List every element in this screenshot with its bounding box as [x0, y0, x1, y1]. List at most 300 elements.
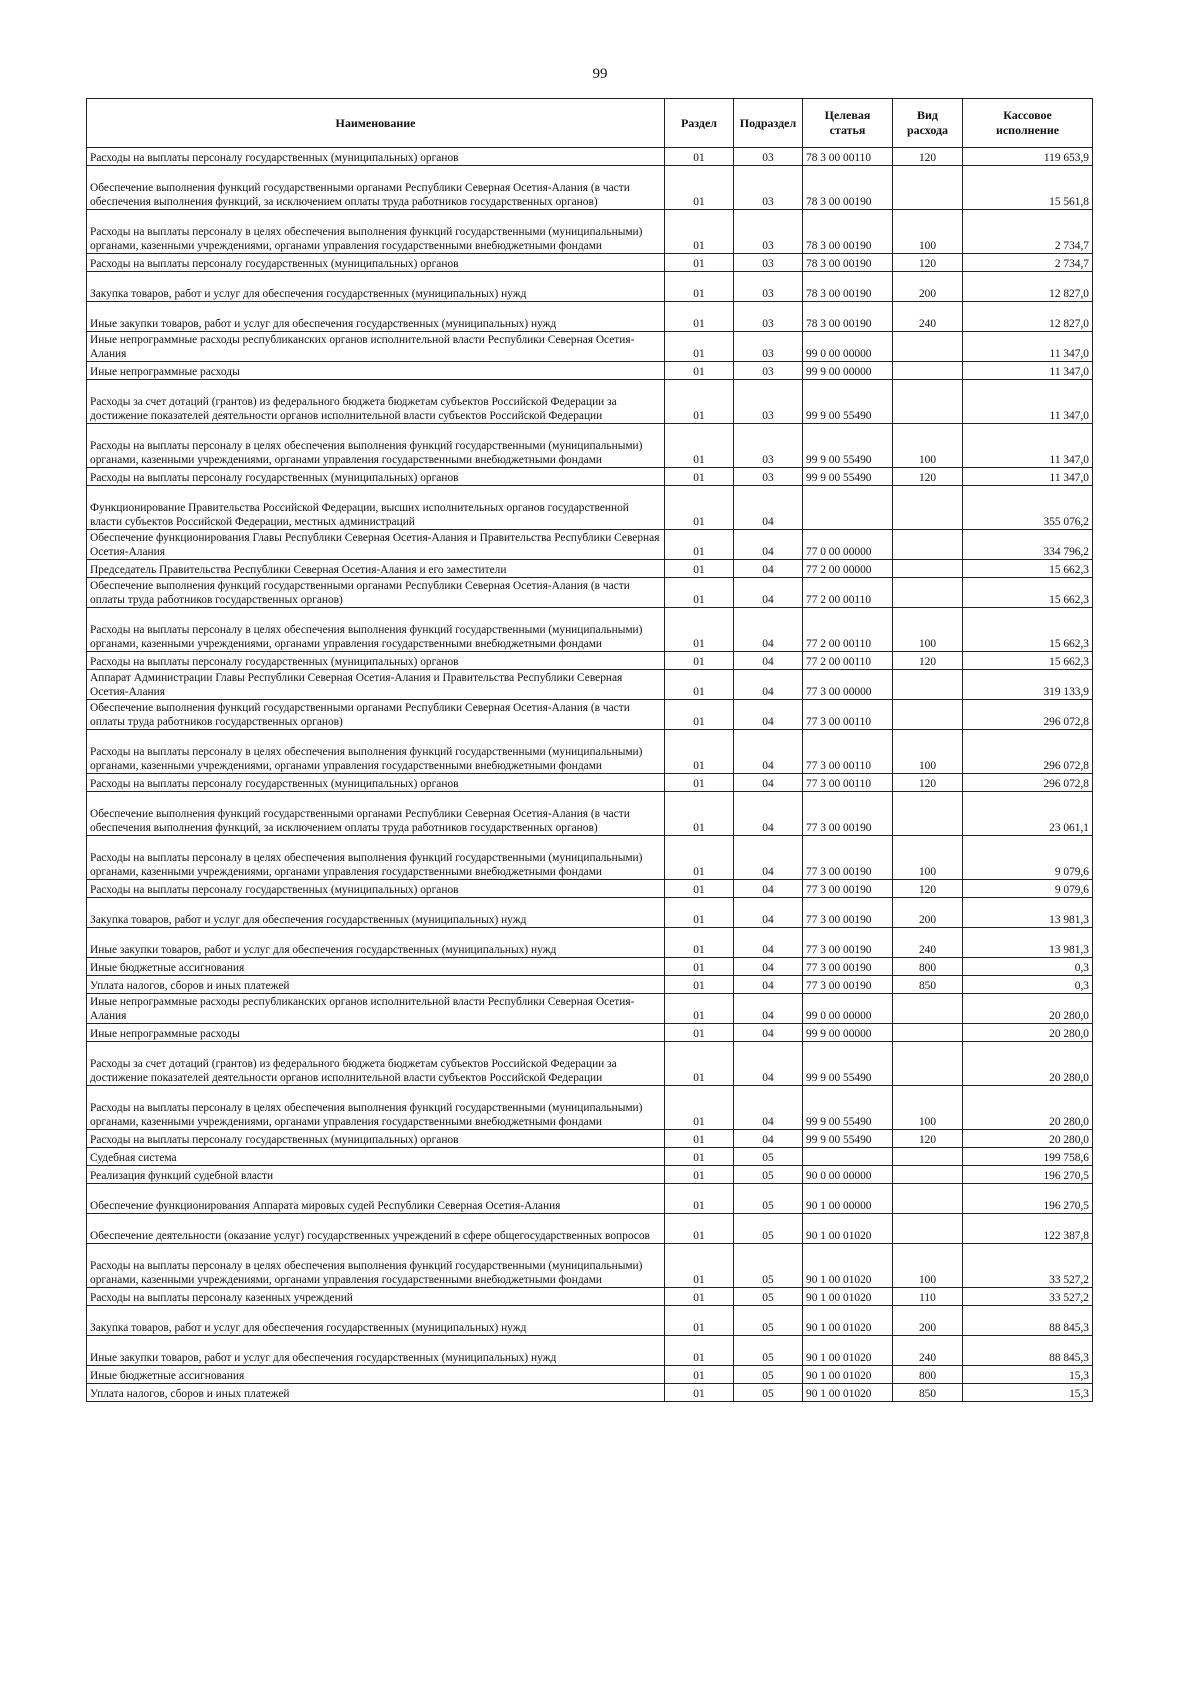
- row-expense-type: 100: [893, 730, 963, 774]
- row-razdel: 01: [665, 1166, 734, 1184]
- row-expense-type: 120: [893, 652, 963, 670]
- row-expense-type: 100: [893, 210, 963, 254]
- table-body: [87, 148, 1093, 1402]
- row-expense-type: 200: [893, 272, 963, 302]
- header-vid-line1: Вид: [917, 108, 938, 122]
- row-cash-execution: 196 270,5: [963, 1184, 1093, 1214]
- row-name: Расходы на выплаты персоналу в целях обеспечения выполнения функций государственными (муниципальными) органами, казенными учреждениями, органами управления государственными внебюджетными фондами: [87, 730, 665, 774]
- header-sum-line2: исполнение: [995, 123, 1060, 137]
- row-razdel: 01: [665, 254, 734, 272]
- row-cash-execution: 355 076,2: [963, 486, 1093, 530]
- row-razdel: 01: [665, 380, 734, 424]
- row-cash-execution: 13 981,3: [963, 928, 1093, 958]
- header-razdel: Раздел: [665, 99, 734, 148]
- row-cash-execution: 15,3: [963, 1384, 1093, 1402]
- row-podrazdel: 05: [734, 1166, 803, 1184]
- row-expense-type: 200: [893, 1306, 963, 1336]
- row-target-article: 78 3 00 00190: [803, 166, 893, 210]
- table-row: [87, 332, 1093, 362]
- row-cash-execution: 9 079,6: [963, 836, 1093, 880]
- row-podrazdel: 04: [734, 1042, 803, 1086]
- row-cash-execution: 334 796,2: [963, 530, 1093, 560]
- budget-table: [86, 98, 1093, 1402]
- table-row: [87, 1244, 1093, 1288]
- row-podrazdel: 03: [734, 362, 803, 380]
- row-expense-type: [893, 1214, 963, 1244]
- row-razdel: 01: [665, 1214, 734, 1244]
- row-expense-type: 240: [893, 302, 963, 332]
- header-target-line2: статья: [829, 123, 866, 137]
- row-podrazdel: 04: [734, 670, 803, 700]
- row-razdel: 01: [665, 1306, 734, 1336]
- row-razdel: 01: [665, 166, 734, 210]
- row-name: Обеспечение деятельности (оказание услуг) государственных учреждений в сфере общегосударственных вопросов: [87, 1214, 665, 1244]
- row-razdel: 01: [665, 210, 734, 254]
- row-target-article: 78 3 00 00110: [803, 148, 893, 166]
- row-name: Расходы на выплаты персоналу государственных (муниципальных) органов: [87, 148, 665, 166]
- table-row: [87, 362, 1093, 380]
- table-row: [87, 210, 1093, 254]
- row-podrazdel: 03: [734, 166, 803, 210]
- table-row: [87, 1366, 1093, 1384]
- row-target-article: 77 2 00 00110: [803, 608, 893, 652]
- row-podrazdel: 05: [734, 1384, 803, 1402]
- row-target-article: 77 3 00 00110: [803, 700, 893, 730]
- row-podrazdel: 03: [734, 254, 803, 272]
- row-cash-execution: 296 072,8: [963, 730, 1093, 774]
- row-podrazdel: 03: [734, 332, 803, 362]
- row-target-article: 77 3 00 00190: [803, 898, 893, 928]
- row-podrazdel: 04: [734, 530, 803, 560]
- row-expense-type: [893, 166, 963, 210]
- row-target-article: 77 0 00 00000: [803, 530, 893, 560]
- table-row: [87, 836, 1093, 880]
- row-name: Функционирование Правительства Российской Федерации, высших исполнительных органов государственной власти субъектов Российской Федерации, местных администраций: [87, 486, 665, 530]
- row-razdel: 01: [665, 362, 734, 380]
- row-name: Иные закупки товаров, работ и услуг для обеспечения государственных (муниципальных) нужд: [87, 928, 665, 958]
- row-name: Расходы на выплаты персоналу казенных учреждений: [87, 1288, 665, 1306]
- row-name: Расходы на выплаты персоналу в целях обеспечения выполнения функций государственными (муниципальными) органами, казенными учреждениями, органами управления государственными внебюджетными фондами: [87, 210, 665, 254]
- row-name: Расходы на выплаты персоналу государственных (муниципальных) органов: [87, 652, 665, 670]
- row-expense-type: 120: [893, 468, 963, 486]
- table-row: [87, 608, 1093, 652]
- table-row: [87, 1214, 1093, 1244]
- row-razdel: 01: [665, 958, 734, 976]
- row-podrazdel: 04: [734, 608, 803, 652]
- row-razdel: 01: [665, 670, 734, 700]
- table-row: [87, 486, 1093, 530]
- row-expense-type: [893, 1184, 963, 1214]
- row-name: Иные закупки товаров, работ и услуг для обеспечения государственных (муниципальных) нужд: [87, 1336, 665, 1366]
- row-cash-execution: 9 079,6: [963, 880, 1093, 898]
- row-razdel: 01: [665, 560, 734, 578]
- row-target-article: 99 9 00 55490: [803, 1042, 893, 1086]
- row-cash-execution: 319 133,9: [963, 670, 1093, 700]
- row-razdel: 01: [665, 1366, 734, 1384]
- row-cash-execution: 13 981,3: [963, 898, 1093, 928]
- row-target-article: 99 9 00 55490: [803, 424, 893, 468]
- row-razdel: 01: [665, 486, 734, 530]
- table-row: [87, 380, 1093, 424]
- row-name: Расходы на выплаты персоналу в целях обеспечения выполнения функций государственными (муниципальными) органами, казенными учреждениями, органами управления государственными внебюджетными фондами: [87, 608, 665, 652]
- row-name: Обеспечение выполнения функций государственными органами Республики Северная Осетия-Алания (в части оплаты труда работников государственных органов): [87, 578, 665, 608]
- row-target-article: 99 9 00 55490: [803, 380, 893, 424]
- row-expense-type: 850: [893, 1384, 963, 1402]
- row-cash-execution: 20 280,0: [963, 1130, 1093, 1148]
- row-razdel: 01: [665, 1130, 734, 1148]
- row-podrazdel: 04: [734, 1130, 803, 1148]
- row-podrazdel: 04: [734, 486, 803, 530]
- row-podrazdel: 04: [734, 578, 803, 608]
- row-podrazdel: 05: [734, 1366, 803, 1384]
- row-podrazdel: 03: [734, 302, 803, 332]
- row-target-article: 99 9 00 00000: [803, 362, 893, 380]
- row-razdel: 01: [665, 530, 734, 560]
- row-cash-execution: 122 387,8: [963, 1214, 1093, 1244]
- row-name: Обеспечение функционирования Аппарата мировых судей Республики Северная Осетия-Алания: [87, 1184, 665, 1214]
- row-target-article: 77 3 00 00110: [803, 730, 893, 774]
- table-row: [87, 1166, 1093, 1184]
- row-expense-type: 100: [893, 1086, 963, 1130]
- row-name: Иные бюджетные ассигнования: [87, 958, 665, 976]
- row-cash-execution: 88 845,3: [963, 1336, 1093, 1366]
- header-cash-execution: [963, 99, 1093, 148]
- row-podrazdel: 04: [734, 958, 803, 976]
- row-cash-execution: 196 270,5: [963, 1166, 1093, 1184]
- row-cash-execution: 12 827,0: [963, 272, 1093, 302]
- row-razdel: 01: [665, 272, 734, 302]
- row-razdel: 01: [665, 700, 734, 730]
- header-sum-line1: Кассовое: [1003, 108, 1052, 122]
- table-row: [87, 792, 1093, 836]
- row-cash-execution: 11 347,0: [963, 380, 1093, 424]
- row-target-article: 90 0 00 00000: [803, 1166, 893, 1184]
- row-podrazdel: 04: [734, 976, 803, 994]
- header-podrazdel: Подраздел: [734, 99, 803, 148]
- row-expense-type: [893, 530, 963, 560]
- row-name: Обеспечение выполнения функций государственными органами Республики Северная Осетия-Алания (в части обеспечения выполнения функций, за исключением оплаты труда работников государственных органов): [87, 166, 665, 210]
- row-expense-type: 240: [893, 928, 963, 958]
- row-podrazdel: 04: [734, 774, 803, 792]
- row-podrazdel: 03: [734, 468, 803, 486]
- table-row: [87, 254, 1093, 272]
- row-name: Обеспечение функционирования Главы Республики Северная Осетия-Алания и Правительства Республики Северная Осетия-Алания: [87, 530, 665, 560]
- row-podrazdel: 03: [734, 424, 803, 468]
- row-target-article: 99 9 00 55490: [803, 1086, 893, 1130]
- row-razdel: 01: [665, 1024, 734, 1042]
- row-name: Расходы на выплаты персоналу государственных (муниципальных) органов: [87, 468, 665, 486]
- row-podrazdel: 03: [734, 210, 803, 254]
- row-target-article: 77 3 00 00190: [803, 928, 893, 958]
- row-target-article: 90 1 00 01020: [803, 1288, 893, 1306]
- row-target-article: 99 9 00 00000: [803, 1024, 893, 1042]
- row-target-article: 99 0 00 00000: [803, 332, 893, 362]
- row-podrazdel: 03: [734, 380, 803, 424]
- table-row: [87, 730, 1093, 774]
- table-row: [87, 1288, 1093, 1306]
- row-expense-type: 110: [893, 1288, 963, 1306]
- row-expense-type: 850: [893, 976, 963, 994]
- table-row: [87, 928, 1093, 958]
- row-name: Обеспечение выполнения функций государственными органами Республики Северная Осетия-Алания (в части обеспечения выполнения функций, за исключением оплаты труда работников государственных органов): [87, 792, 665, 836]
- table-row: [87, 774, 1093, 792]
- row-podrazdel: 05: [734, 1336, 803, 1366]
- row-podrazdel: 04: [734, 792, 803, 836]
- row-expense-type: [893, 1042, 963, 1086]
- row-name: Уплата налогов, сборов и иных платежей: [87, 976, 665, 994]
- row-name: Расходы на выплаты персоналу в целях обеспечения выполнения функций государственными (муниципальными) органами, казенными учреждениями, органами управления государственными внебюджетными фондами: [87, 836, 665, 880]
- row-cash-execution: 23 061,1: [963, 792, 1093, 836]
- row-name: Иные непрограммные расходы: [87, 362, 665, 380]
- row-target-article: 90 1 00 01020: [803, 1306, 893, 1336]
- row-expense-type: 100: [893, 1244, 963, 1288]
- table-row: [87, 578, 1093, 608]
- row-target-article: 90 1 00 00000: [803, 1184, 893, 1214]
- row-cash-execution: 296 072,8: [963, 774, 1093, 792]
- row-name: Реализация функций судебной власти: [87, 1166, 665, 1184]
- table-row: [87, 880, 1093, 898]
- row-name: Иные бюджетные ассигнования: [87, 1366, 665, 1384]
- header-row: [87, 99, 1093, 148]
- row-razdel: 01: [665, 332, 734, 362]
- row-razdel: 01: [665, 608, 734, 652]
- row-expense-type: [893, 994, 963, 1024]
- header-expense-type: [893, 99, 963, 148]
- table-row: [87, 560, 1093, 578]
- row-podrazdel: 04: [734, 730, 803, 774]
- table-row: [87, 958, 1093, 976]
- row-target-article: [803, 486, 893, 530]
- table-row: [87, 148, 1093, 166]
- row-name: Расходы на выплаты персоналу в целях обеспечения выполнения функций государственными (муниципальными) органами, казенными учреждениями, органами управления государственными внебюджетными фондами: [87, 424, 665, 468]
- row-name: Расходы за счет дотаций (грантов) из федерального бюджета бюджетам субъектов Российской Федерации за достижение показателей деятельности органов исполнительной власти субъектов Российской Федерации: [87, 1042, 665, 1086]
- row-razdel: 01: [665, 302, 734, 332]
- row-target-article: 77 3 00 00000: [803, 670, 893, 700]
- table-row: [87, 166, 1093, 210]
- row-cash-execution: 20 280,0: [963, 994, 1093, 1024]
- row-cash-execution: 15 662,3: [963, 652, 1093, 670]
- row-name: Иные закупки товаров, работ и услуг для обеспечения государственных (муниципальных) нужд: [87, 302, 665, 332]
- row-cash-execution: 2 734,7: [963, 210, 1093, 254]
- row-podrazdel: 04: [734, 1086, 803, 1130]
- row-cash-execution: 33 527,2: [963, 1288, 1093, 1306]
- row-expense-type: [893, 380, 963, 424]
- table-row: [87, 1130, 1093, 1148]
- table-row: [87, 1024, 1093, 1042]
- row-name: Закупка товаров, работ и услуг для обеспечения государственных (муниципальных) нужд: [87, 272, 665, 302]
- table-row: [87, 994, 1093, 1024]
- row-cash-execution: 296 072,8: [963, 700, 1093, 730]
- row-expense-type: 200: [893, 898, 963, 928]
- row-expense-type: [893, 332, 963, 362]
- row-cash-execution: 15 561,8: [963, 166, 1093, 210]
- header-target-line1: Целевая: [824, 108, 871, 122]
- header-target-article: [803, 99, 893, 148]
- table-row: [87, 1306, 1093, 1336]
- row-podrazdel: 04: [734, 700, 803, 730]
- row-expense-type: [893, 486, 963, 530]
- row-expense-type: 100: [893, 424, 963, 468]
- row-cash-execution: 119 653,9: [963, 148, 1093, 166]
- header-name: Наименование: [87, 99, 665, 148]
- row-name: Иные непрограммные расходы: [87, 1024, 665, 1042]
- row-razdel: 01: [665, 148, 734, 166]
- row-name: Расходы на выплаты персоналу государственных (муниципальных) органов: [87, 774, 665, 792]
- row-podrazdel: 05: [734, 1288, 803, 1306]
- row-expense-type: 120: [893, 1130, 963, 1148]
- row-expense-type: 800: [893, 1366, 963, 1384]
- row-podrazdel: 05: [734, 1244, 803, 1288]
- row-podrazdel: 04: [734, 652, 803, 670]
- row-razdel: 01: [665, 1184, 734, 1214]
- row-cash-execution: 12 827,0: [963, 302, 1093, 332]
- row-name: Иные непрограммные расходы республиканских органов исполнительной власти Республики Северная Осетия-Алания: [87, 994, 665, 1024]
- row-name: Аппарат Администрации Главы Республики Северная Осетия-Алания и Правительства Республики Северная Осетия-Алания: [87, 670, 665, 700]
- table-row: [87, 898, 1093, 928]
- row-podrazdel: 05: [734, 1306, 803, 1336]
- row-target-article: 78 3 00 00190: [803, 210, 893, 254]
- row-razdel: 01: [665, 976, 734, 994]
- row-podrazdel: 04: [734, 898, 803, 928]
- table-row: [87, 700, 1093, 730]
- row-expense-type: 120: [893, 880, 963, 898]
- row-expense-type: [893, 1024, 963, 1042]
- row-podrazdel: 04: [734, 1024, 803, 1042]
- row-razdel: 01: [665, 774, 734, 792]
- row-target-article: 77 3 00 00190: [803, 880, 893, 898]
- row-razdel: 01: [665, 1086, 734, 1130]
- table-row: [87, 468, 1093, 486]
- row-podrazdel: 04: [734, 994, 803, 1024]
- row-target-article: 77 3 00 00190: [803, 976, 893, 994]
- row-name: Иные непрограммные расходы республиканских органов исполнительной власти Республики Северная Осетия-Алания: [87, 332, 665, 362]
- row-expense-type: [893, 1148, 963, 1166]
- row-target-article: [803, 1148, 893, 1166]
- row-razdel: 01: [665, 730, 734, 774]
- row-razdel: 01: [665, 1384, 734, 1402]
- row-name: Расходы на выплаты персоналу в целях обеспечения выполнения функций государственными (муниципальными) органами, казенными учреждениями, органами управления государственными внебюджетными фондами: [87, 1244, 665, 1288]
- header-vid-line2: расхода: [906, 123, 949, 137]
- table-row: [87, 1184, 1093, 1214]
- row-target-article: 90 1 00 01020: [803, 1214, 893, 1244]
- row-target-article: 77 3 00 00190: [803, 836, 893, 880]
- row-name: Председатель Правительства Республики Северная Осетия-Алания и его заместители: [87, 560, 665, 578]
- row-cash-execution: 11 347,0: [963, 362, 1093, 380]
- row-name: Обеспечение выполнения функций государственными органами Республики Северная Осетия-Алания (в части оплаты труда работников государственных органов): [87, 700, 665, 730]
- row-expense-type: [893, 792, 963, 836]
- table-row: [87, 272, 1093, 302]
- table-row: [87, 670, 1093, 700]
- row-podrazdel: 03: [734, 148, 803, 166]
- row-target-article: 77 2 00 00110: [803, 578, 893, 608]
- row-expense-type: 240: [893, 1336, 963, 1366]
- row-razdel: 01: [665, 578, 734, 608]
- row-name: Судебная система: [87, 1148, 665, 1166]
- row-target-article: 77 2 00 00110: [803, 652, 893, 670]
- row-razdel: 01: [665, 792, 734, 836]
- row-name: Расходы за счет дотаций (грантов) из федерального бюджета бюджетам субъектов Российской Федерации за достижение показателей деятельности органов исполнительной власти субъектов Российской Федерации: [87, 380, 665, 424]
- table-row: [87, 652, 1093, 670]
- row-razdel: 01: [665, 1042, 734, 1086]
- row-expense-type: [893, 560, 963, 578]
- row-podrazdel: 04: [734, 560, 803, 578]
- table-row: [87, 1384, 1093, 1402]
- row-target-article: 78 3 00 00190: [803, 254, 893, 272]
- table-row: [87, 1148, 1093, 1166]
- row-expense-type: [893, 670, 963, 700]
- row-expense-type: [893, 700, 963, 730]
- row-razdel: 01: [665, 1244, 734, 1288]
- row-cash-execution: 20 280,0: [963, 1086, 1093, 1130]
- row-name: Расходы на выплаты персоналу государственных (муниципальных) органов: [87, 1130, 665, 1148]
- row-target-article: 90 1 00 01020: [803, 1384, 893, 1402]
- row-podrazdel: 05: [734, 1214, 803, 1244]
- table-row: [87, 302, 1093, 332]
- row-target-article: 78 3 00 00190: [803, 302, 893, 332]
- row-expense-type: 120: [893, 774, 963, 792]
- row-name: Закупка товаров, работ и услуг для обеспечения государственных (муниципальных) нужд: [87, 1306, 665, 1336]
- row-podrazdel: 04: [734, 880, 803, 898]
- row-target-article: 77 3 00 00190: [803, 958, 893, 976]
- row-expense-type: [893, 578, 963, 608]
- row-razdel: 01: [665, 836, 734, 880]
- row-razdel: 01: [665, 928, 734, 958]
- row-name: Расходы на выплаты персоналу государственных (муниципальных) органов: [87, 254, 665, 272]
- table-row: [87, 424, 1093, 468]
- row-razdel: 01: [665, 468, 734, 486]
- row-target-article: 90 1 00 01020: [803, 1244, 893, 1288]
- row-cash-execution: 15 662,3: [963, 578, 1093, 608]
- row-target-article: 99 0 00 00000: [803, 994, 893, 1024]
- row-razdel: 01: [665, 424, 734, 468]
- row-target-article: 99 9 00 55490: [803, 1130, 893, 1148]
- table-row: [87, 1086, 1093, 1130]
- table-row: [87, 1336, 1093, 1366]
- row-cash-execution: 11 347,0: [963, 468, 1093, 486]
- row-podrazdel: 05: [734, 1184, 803, 1214]
- row-podrazdel: 05: [734, 1148, 803, 1166]
- table-row: [87, 530, 1093, 560]
- row-expense-type: 120: [893, 254, 963, 272]
- row-podrazdel: 03: [734, 272, 803, 302]
- row-target-article: 99 9 00 55490: [803, 468, 893, 486]
- row-podrazdel: 04: [734, 928, 803, 958]
- row-name: Расходы на выплаты персоналу государственных (муниципальных) органов: [87, 880, 665, 898]
- row-cash-execution: 199 758,6: [963, 1148, 1093, 1166]
- row-cash-execution: 11 347,0: [963, 332, 1093, 362]
- row-target-article: 90 1 00 01020: [803, 1366, 893, 1384]
- row-expense-type: [893, 362, 963, 380]
- row-target-article: 77 3 00 00190: [803, 792, 893, 836]
- row-cash-execution: 33 527,2: [963, 1244, 1093, 1288]
- row-cash-execution: 20 280,0: [963, 1024, 1093, 1042]
- row-name: Закупка товаров, работ и услуг для обеспечения государственных (муниципальных) нужд: [87, 898, 665, 928]
- row-razdel: 01: [665, 652, 734, 670]
- row-cash-execution: 88 845,3: [963, 1306, 1093, 1336]
- row-expense-type: 800: [893, 958, 963, 976]
- row-cash-execution: 0,3: [963, 958, 1093, 976]
- row-cash-execution: 2 734,7: [963, 254, 1093, 272]
- row-razdel: 01: [665, 994, 734, 1024]
- row-name: Уплата налогов, сборов и иных платежей: [87, 1384, 665, 1402]
- row-expense-type: 100: [893, 608, 963, 652]
- row-razdel: 01: [665, 1336, 734, 1366]
- page-number: 99: [592, 66, 608, 82]
- row-cash-execution: 15 662,3: [963, 560, 1093, 578]
- row-razdel: 01: [665, 898, 734, 928]
- row-expense-type: 120: [893, 148, 963, 166]
- table-row: [87, 1042, 1093, 1086]
